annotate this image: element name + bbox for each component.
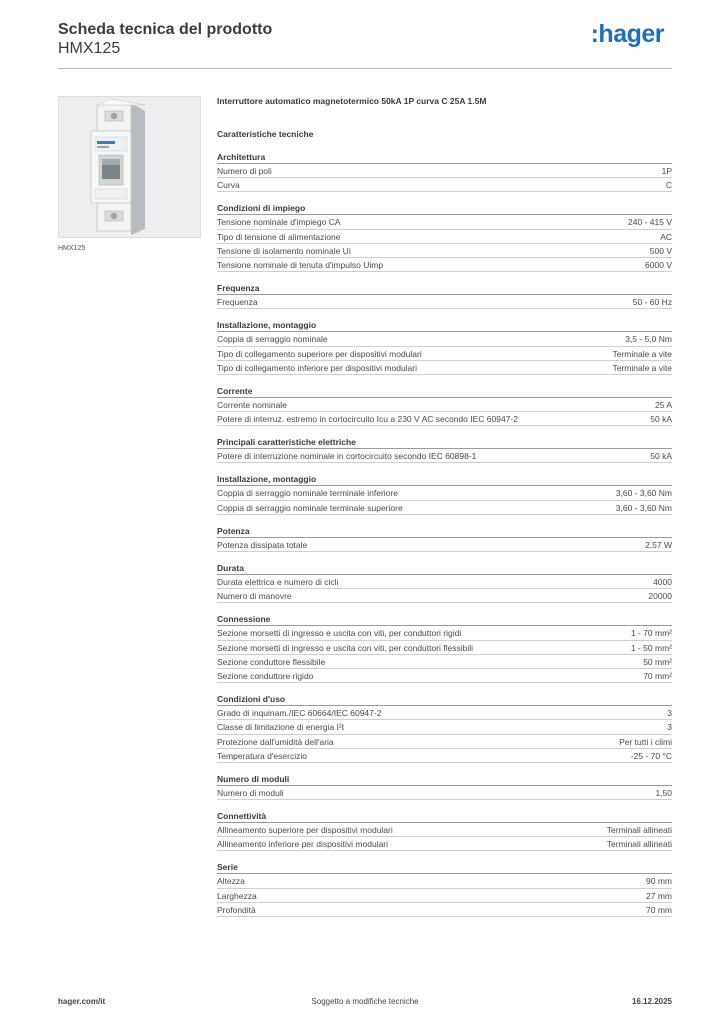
spec-label: Protezione dall'umidità dell'aria: [217, 736, 334, 747]
circuit-breaker-icon: [59, 97, 200, 237]
spec-label: Temperatura d'esercizio: [217, 750, 307, 761]
spec-value: 4000: [653, 577, 672, 587]
spec-section: [217, 472, 672, 514]
section-title: Installazione, montaggio: [217, 472, 672, 486]
spec-row: [217, 501, 672, 515]
page-title: Scheda tecnica del prodotto: [58, 21, 273, 38]
tech-heading: Caratteristiche tecniche: [217, 129, 314, 139]
spec-label: Coppia di serraggio nominale terminale inferiore: [217, 488, 398, 499]
spec-section: [217, 281, 672, 309]
spec-row: [217, 230, 672, 244]
spec-section: [217, 524, 672, 552]
spec-value: 70 mm: [646, 904, 672, 915]
spec-content: [217, 96, 672, 926]
spec-label: Numero di poli: [217, 166, 272, 176]
spec-label: Numero di moduli: [217, 787, 284, 798]
spec-value: 3,5 - 5,0 Nm: [625, 334, 672, 345]
spec-value: 50 kA: [650, 451, 672, 462]
spec-row: [217, 178, 672, 192]
section-title: Corrente: [217, 384, 672, 398]
spec-section: [217, 201, 672, 272]
spec-label: Sezione conduttore flessibile: [217, 656, 326, 667]
section-title: Architettura: [217, 150, 672, 164]
spec-row: [217, 538, 672, 552]
spec-label: Curva: [217, 180, 240, 191]
spec-section: [217, 860, 672, 917]
spec-row: [217, 332, 672, 346]
footer-date: 16.12.2025: [631, 997, 672, 1006]
spec-value: 1 - 50 mm²: [630, 642, 672, 653]
section-title: Condizioni d'uso: [217, 692, 672, 706]
spec-row: [217, 258, 672, 272]
spec-value: 1 - 70 mm²: [630, 628, 672, 639]
spec-row: [217, 412, 672, 426]
spec-row: [217, 837, 672, 851]
spec-section: [217, 150, 672, 192]
spec-label: Tensione di isolamento nominale Ui: [217, 245, 351, 256]
product-code: HMX125: [58, 40, 121, 57]
spec-value: 3: [667, 722, 672, 733]
spec-label: Coppia di serraggio nominale: [217, 334, 328, 345]
spec-value: Per tutti i climi: [619, 736, 672, 747]
spec-value: Terminale a vite: [612, 348, 672, 359]
spec-row: [217, 720, 672, 734]
page-header: [58, 20, 672, 70]
spec-label: Profondità: [217, 904, 256, 915]
spec-section: [217, 561, 672, 603]
spec-row: [217, 295, 672, 309]
spec-sections: [217, 150, 672, 917]
spec-value: 3,60 - 3,60 Nm: [615, 502, 672, 513]
spec-row: [217, 903, 672, 917]
spec-value: Terminali allineati: [606, 839, 672, 850]
spec-row: [217, 735, 672, 749]
spec-label: Frequenza: [217, 297, 258, 308]
spec-row: [217, 361, 672, 375]
section-title: Potenza: [217, 524, 672, 538]
spec-section: [217, 384, 672, 426]
spec-value: 240 - 415 V: [628, 217, 672, 228]
spec-row: [217, 486, 672, 500]
spec-value: 27 mm: [646, 890, 672, 901]
spec-section: [217, 435, 672, 463]
spec-value: 90 mm: [646, 876, 672, 887]
section-title: Durata: [217, 561, 672, 575]
spec-label: Sezione conduttore rigido: [217, 670, 314, 681]
spec-label: Tipo di tensione di alimentazione: [217, 231, 341, 242]
spec-value: 2,57 W: [645, 539, 672, 550]
spec-value: 1P: [661, 166, 672, 176]
spec-section: [217, 318, 672, 375]
header-divider: [58, 68, 672, 69]
spec-label: Larghezza: [217, 890, 257, 901]
spec-row: [217, 398, 672, 412]
spec-row: [217, 449, 672, 463]
spec-row: [217, 706, 672, 720]
spec-label: Corrente nominale: [217, 399, 287, 410]
product-description: Interruttore automatico magnetotermico 50kA 1P curva C 25A 1.5M: [217, 96, 487, 106]
spec-label: Durata elettrica e numero di cicli: [217, 577, 339, 587]
spec-row: [217, 874, 672, 888]
spec-value: AC: [660, 231, 672, 242]
section-title: Installazione, montaggio: [217, 318, 672, 332]
section-title: Serie: [217, 860, 672, 874]
spec-row: [217, 669, 672, 683]
spec-value: 1,50: [655, 787, 672, 798]
spec-row: [217, 889, 672, 903]
spec-row: [217, 641, 672, 655]
spec-label: Potere di interruz. estremo in cortocircuito Icu a 230 V AC secondo IEC 60947-2: [217, 414, 518, 425]
spec-label: Classe di limitazione di energia I²t: [217, 722, 345, 733]
spec-label: Coppia di serraggio nominale terminale superiore: [217, 502, 403, 513]
hager-logo: :hager: [590, 20, 664, 48]
spec-row: [217, 164, 672, 178]
spec-value: 3,60 - 3,60 Nm: [615, 488, 672, 499]
spec-row: [217, 347, 672, 361]
spec-value: 25 A: [654, 399, 672, 410]
spec-label: Allineamento inferiore per dispositivi modulari: [217, 839, 389, 850]
spec-label: Tensione nominale d'impiego CA: [217, 217, 341, 228]
spec-label: Potenza dissipata totale: [217, 539, 308, 550]
spec-value: 3: [667, 708, 672, 719]
spec-label: Altezza: [217, 876, 245, 887]
spec-value: Terminali allineati: [606, 825, 672, 836]
spec-label: Numero di manovre: [217, 591, 292, 602]
spec-section: [217, 809, 672, 851]
section-title: Frequenza: [217, 281, 672, 295]
section-title: Principali caratteristiche elettriche: [217, 435, 672, 449]
spec-row: [217, 626, 672, 640]
spec-row: [217, 823, 672, 837]
spec-row: [217, 655, 672, 669]
spec-label: Potere di interruzione nominale in cortocircuito secondo IEC 60898-1: [217, 451, 477, 462]
section-title: Condizioni di impiego: [217, 201, 672, 215]
spec-value: 20000: [648, 591, 672, 602]
spec-value: -25 - 70 °C: [630, 750, 672, 761]
section-title: Connettività: [217, 809, 672, 823]
product-image: [58, 96, 201, 238]
footer-notice: Soggetto a modifiche tecniche: [311, 997, 419, 1006]
spec-label: Tipo di collegamento inferiore per dispositivi modulari: [217, 362, 418, 373]
image-caption: HMX125: [58, 245, 86, 252]
spec-row: [217, 244, 672, 258]
spec-value: 50 mm²: [643, 656, 672, 667]
spec-row: [217, 215, 672, 229]
spec-section: [217, 692, 672, 763]
footer-website: hager.com/it: [58, 997, 106, 1006]
spec-section: [217, 612, 672, 683]
spec-row: [217, 786, 672, 800]
spec-section: [217, 772, 672, 800]
section-title: Connessione: [217, 612, 672, 626]
spec-value: 6000 V: [645, 259, 672, 270]
spec-value: 500 V: [649, 245, 672, 256]
spec-value: 50 kA: [650, 414, 672, 425]
spec-label: Sezione morsetti di ingresso e uscita con viti, per conduttori rigidi: [217, 628, 462, 639]
spec-row: [217, 749, 672, 763]
spec-label: Allineamento superiore per dispositivi modulari: [217, 825, 393, 836]
section-title: Numero di moduli: [217, 772, 672, 786]
spec-label: Grado di inquinam./IEC 60664/IEC 60947-2: [217, 708, 382, 719]
spec-row: [217, 589, 672, 603]
spec-value: C: [665, 180, 672, 191]
spec-value: 50 - 60 Hz: [632, 297, 672, 308]
spec-value: Terminale a vite: [612, 362, 672, 373]
spec-value: 70 mm²: [643, 670, 672, 681]
spec-label: Sezione morsetti di ingresso e uscita con viti, per conduttori flessibili: [217, 642, 474, 653]
spec-label: Tipo di collegamento superiore per dispositivi modulari: [217, 348, 422, 359]
spec-row: [217, 575, 672, 589]
spec-label: Tensione nominale di tenuta d'impulso Uimp: [217, 259, 384, 270]
